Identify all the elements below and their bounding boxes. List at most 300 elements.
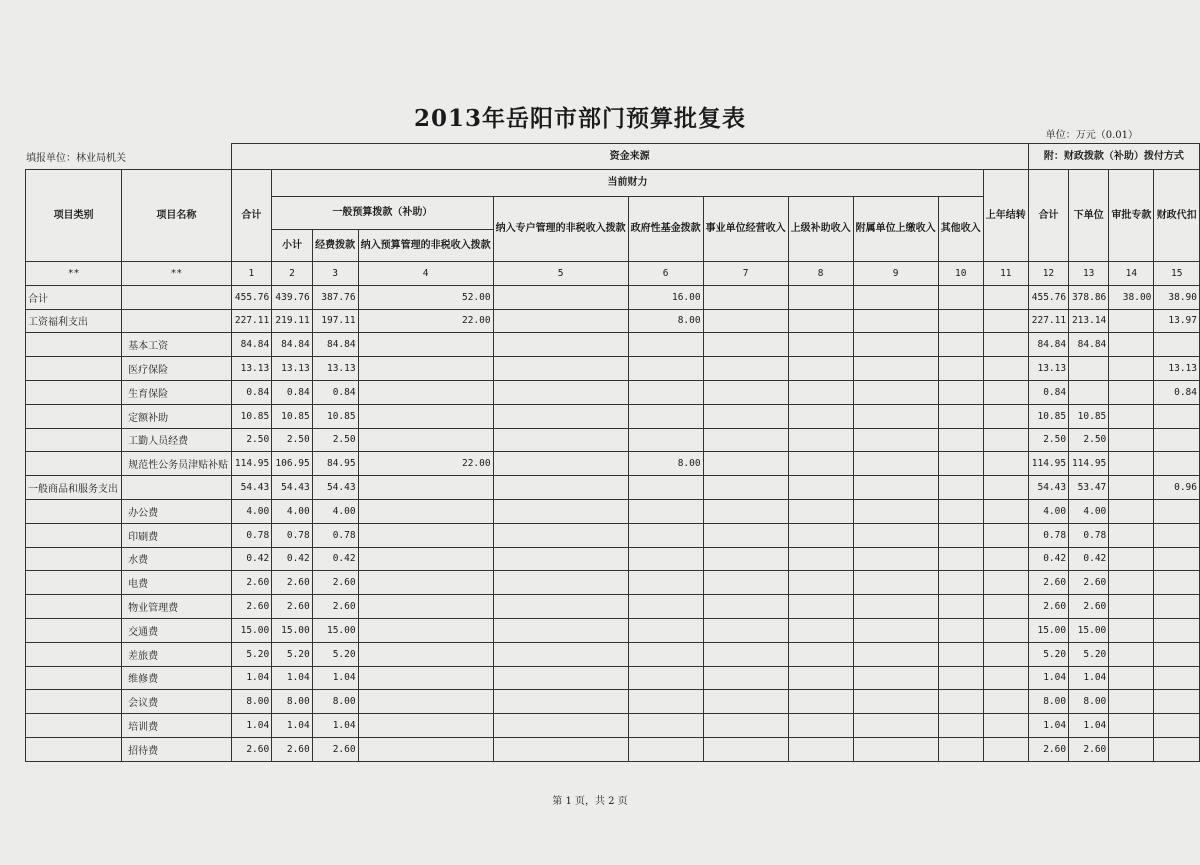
row-value: [493, 737, 628, 761]
header-fund-source: 资金来源: [231, 144, 1028, 170]
row-value: [983, 690, 1028, 714]
row-value: [703, 309, 788, 333]
row-item-name: [122, 285, 231, 309]
header-nontax: 纳入预算管理的非税收入拨款: [358, 230, 493, 262]
row-value: [358, 523, 493, 547]
row-value: [358, 404, 493, 428]
row-value: [983, 380, 1028, 404]
row-value: 13.13: [272, 357, 313, 381]
row-value: [938, 737, 983, 761]
row-value: 1.04: [312, 714, 358, 738]
row-value: [358, 380, 493, 404]
column-number: 14: [1109, 262, 1154, 286]
row-value: [358, 618, 493, 642]
header-total: 合计: [231, 170, 272, 262]
row-value: [703, 285, 788, 309]
row-value: [628, 380, 703, 404]
row-value: [983, 595, 1028, 619]
row-value: 2.60: [231, 571, 272, 595]
row-value: [628, 571, 703, 595]
row-value: [938, 404, 983, 428]
row-value: [983, 523, 1028, 547]
row-value: 1.04: [272, 666, 313, 690]
row-value: 2.60: [1028, 571, 1068, 595]
row-value: [628, 618, 703, 642]
row-value: [493, 571, 628, 595]
row-value: [788, 737, 853, 761]
row-value: [1109, 618, 1154, 642]
row-value: 4.00: [231, 499, 272, 523]
column-number: 15: [1154, 262, 1200, 286]
row-value: [1069, 357, 1109, 381]
row-item-name: 招待费: [122, 737, 231, 761]
row-value: 13.13: [1154, 357, 1200, 381]
header-current: 当前财力: [272, 170, 984, 197]
row-value: 455.76: [1028, 285, 1068, 309]
row-value: 114.95: [231, 452, 272, 476]
row-value: [853, 547, 938, 571]
header-upper: 上级补助收入: [788, 197, 853, 262]
row-value: 0.84: [1028, 380, 1068, 404]
row-value: 13.13: [231, 357, 272, 381]
row-value: [983, 428, 1028, 452]
row-value: 8.00: [1028, 690, 1068, 714]
row-value: 2.60: [272, 571, 313, 595]
row-value: [938, 428, 983, 452]
row-value: [938, 452, 983, 476]
column-number: **: [26, 262, 122, 286]
row-value: 1.04: [1069, 714, 1109, 738]
row-value: [788, 690, 853, 714]
row-value: 2.50: [1028, 428, 1068, 452]
header-att-deduct: 财政代扣: [1154, 170, 1200, 262]
column-number: 1: [231, 262, 272, 286]
row-item-name: 办公费: [122, 499, 231, 523]
row-value: [983, 714, 1028, 738]
row-value: [938, 571, 983, 595]
row-value: 1.04: [231, 666, 272, 690]
row-category: [26, 571, 122, 595]
column-number: 10: [938, 262, 983, 286]
table-row: [26, 285, 1200, 309]
table-row: [26, 404, 1200, 428]
row-value: 84.84: [312, 333, 358, 357]
row-value: 227.11: [1028, 309, 1068, 333]
row-value: [853, 666, 938, 690]
row-value: 2.60: [1028, 595, 1068, 619]
header-special: 纳入专户管理的非税收入拨款: [493, 197, 628, 262]
filler-label: 填报单位：林业局机关: [26, 153, 126, 164]
row-value: 0.42: [231, 547, 272, 571]
header-affiliated: 附属单位上缴收入: [853, 197, 938, 262]
row-value: [938, 547, 983, 571]
row-value: 2.60: [231, 595, 272, 619]
row-value: 5.20: [1028, 642, 1068, 666]
row-value: [1109, 523, 1154, 547]
row-value: [788, 285, 853, 309]
table-row: [26, 737, 1200, 761]
row-value: [628, 357, 703, 381]
row-value: [493, 380, 628, 404]
row-value: 54.43: [312, 476, 358, 500]
row-value: [853, 452, 938, 476]
row-value: [853, 618, 938, 642]
row-value: [1069, 380, 1109, 404]
page-title: 2013年岳阳市部门预算批复表: [413, 105, 746, 132]
table-row: [26, 428, 1200, 452]
row-value: [853, 380, 938, 404]
row-value: [983, 618, 1028, 642]
row-value: 53.47: [1069, 476, 1109, 500]
row-value: 0.84: [1154, 380, 1200, 404]
row-value: 5.20: [312, 642, 358, 666]
row-value: [1109, 428, 1154, 452]
table-row: [26, 380, 1200, 404]
table-row: [26, 357, 1200, 381]
row-value: 15.00: [1028, 618, 1068, 642]
row-value: 5.20: [272, 642, 313, 666]
row-value: [788, 523, 853, 547]
header-biz-income: 事业单位经营收入: [703, 197, 788, 262]
row-value: [493, 333, 628, 357]
row-value: 84.84: [272, 333, 313, 357]
row-value: [983, 309, 1028, 333]
row-value: [1109, 452, 1154, 476]
row-value: [358, 428, 493, 452]
row-value: [788, 333, 853, 357]
row-item-name: 会议费: [122, 690, 231, 714]
row-value: [493, 618, 628, 642]
row-value: 197.11: [312, 309, 358, 333]
row-value: [853, 642, 938, 666]
row-category: [26, 452, 122, 476]
row-value: 2.60: [312, 571, 358, 595]
row-value: [1154, 428, 1200, 452]
header-attached: 附：财政拨款（补助）拨付方式: [1028, 144, 1199, 170]
row-value: 0.42: [1028, 547, 1068, 571]
row-value: [853, 499, 938, 523]
row-value: 52.00: [358, 285, 493, 309]
row-value: 2.50: [1069, 428, 1109, 452]
row-value: [853, 476, 938, 500]
row-value: [493, 690, 628, 714]
row-value: [358, 571, 493, 595]
row-value: 0.96: [1154, 476, 1200, 500]
row-value: 8.00: [312, 690, 358, 714]
row-value: [358, 476, 493, 500]
row-value: [938, 380, 983, 404]
row-value: [1109, 642, 1154, 666]
row-item-name: 规范性公务员津贴补贴: [122, 452, 231, 476]
row-item-name: 工勤人员经费: [122, 428, 231, 452]
row-category: [26, 737, 122, 761]
header-name: 项目名称: [122, 170, 231, 262]
row-value: [983, 642, 1028, 666]
row-item-name: 差旅费: [122, 642, 231, 666]
row-value: 2.60: [272, 595, 313, 619]
row-value: [703, 595, 788, 619]
column-number: 6: [628, 262, 703, 286]
header-category: 项目类别: [26, 170, 122, 262]
row-value: [938, 618, 983, 642]
header-gov-fund: 政府性基金拨款: [628, 197, 703, 262]
row-value: [1154, 333, 1200, 357]
row-value: 2.60: [312, 737, 358, 761]
row-value: 22.00: [358, 452, 493, 476]
row-category: [26, 428, 122, 452]
row-value: 213.14: [1069, 309, 1109, 333]
table-row: [26, 523, 1200, 547]
column-number: 4: [358, 262, 493, 286]
row-value: [853, 428, 938, 452]
row-value: [703, 380, 788, 404]
row-value: [493, 714, 628, 738]
row-value: [853, 285, 938, 309]
row-value: [1109, 714, 1154, 738]
row-value: [628, 499, 703, 523]
row-category: [26, 499, 122, 523]
row-value: 1.04: [1028, 666, 1068, 690]
row-value: 1.04: [1069, 666, 1109, 690]
row-value: [628, 690, 703, 714]
row-value: [358, 737, 493, 761]
row-value: 4.00: [1069, 499, 1109, 523]
row-value: [358, 499, 493, 523]
row-value: [1109, 333, 1154, 357]
row-value: [938, 285, 983, 309]
row-value: 1.04: [231, 714, 272, 738]
table-row: [26, 690, 1200, 714]
row-value: 15.00: [231, 618, 272, 642]
row-value: 54.43: [1028, 476, 1068, 500]
row-category: [26, 595, 122, 619]
row-item-name: 培训费: [122, 714, 231, 738]
row-value: [1154, 452, 1200, 476]
row-item-name: [122, 476, 231, 500]
row-value: 0.84: [312, 380, 358, 404]
row-value: 0.42: [1069, 547, 1109, 571]
row-value: [853, 571, 938, 595]
row-value: 5.20: [1069, 642, 1109, 666]
row-value: [938, 714, 983, 738]
row-value: [853, 309, 938, 333]
row-value: [983, 357, 1028, 381]
row-value: [703, 642, 788, 666]
header-other: 其他收入: [938, 197, 983, 262]
row-value: [703, 333, 788, 357]
row-value: 10.85: [272, 404, 313, 428]
table-row: [26, 642, 1200, 666]
row-value: 2.50: [272, 428, 313, 452]
row-value: [1154, 737, 1200, 761]
table-row: [26, 499, 1200, 523]
row-value: 2.60: [231, 737, 272, 761]
row-value: 10.85: [312, 404, 358, 428]
row-value: 219.11: [272, 309, 313, 333]
row-value: 0.84: [272, 380, 313, 404]
row-item-name: 交通费: [122, 618, 231, 642]
row-item-name: 基本工资: [122, 333, 231, 357]
row-value: 0.42: [272, 547, 313, 571]
row-value: 4.00: [1028, 499, 1068, 523]
header-carryover: 上年结转: [983, 170, 1028, 262]
row-category: 工资福利支出: [26, 309, 122, 333]
row-value: [358, 595, 493, 619]
row-value: 8.00: [231, 690, 272, 714]
row-value: [853, 737, 938, 761]
row-value: [788, 642, 853, 666]
row-value: 227.11: [231, 309, 272, 333]
row-value: [703, 499, 788, 523]
row-value: 0.78: [1069, 523, 1109, 547]
row-value: [628, 404, 703, 428]
row-value: [628, 714, 703, 738]
row-value: 10.85: [1028, 404, 1068, 428]
row-value: [1154, 404, 1200, 428]
row-value: 8.00: [1069, 690, 1109, 714]
row-value: [628, 666, 703, 690]
row-value: [788, 571, 853, 595]
row-value: 2.60: [1069, 595, 1109, 619]
column-number: 8: [788, 262, 853, 286]
row-value: [938, 690, 983, 714]
column-number: 9: [853, 262, 938, 286]
row-value: [493, 404, 628, 428]
row-value: [788, 714, 853, 738]
header-att-total: 合计: [1028, 170, 1068, 262]
row-value: 378.86: [1069, 285, 1109, 309]
row-value: [358, 690, 493, 714]
row-value: 2.60: [1069, 571, 1109, 595]
row-value: [788, 618, 853, 642]
row-value: [938, 499, 983, 523]
row-value: [493, 285, 628, 309]
row-value: [938, 666, 983, 690]
header-general: 一般预算拨款（补助）: [272, 197, 493, 230]
row-value: 15.00: [312, 618, 358, 642]
row-value: [983, 571, 1028, 595]
row-value: [358, 357, 493, 381]
table-row: [26, 547, 1200, 571]
row-value: [853, 690, 938, 714]
column-number: 13: [1069, 262, 1109, 286]
row-item-name: 物业管理费: [122, 595, 231, 619]
row-value: [1154, 690, 1200, 714]
table-row: [26, 452, 1200, 476]
table-row: [26, 333, 1200, 357]
row-value: [938, 357, 983, 381]
row-value: [853, 523, 938, 547]
row-value: 0.84: [231, 380, 272, 404]
row-value: [1154, 714, 1200, 738]
row-value: [983, 452, 1028, 476]
row-value: [703, 523, 788, 547]
row-value: 1.04: [312, 666, 358, 690]
row-value: 4.00: [272, 499, 313, 523]
row-value: [628, 428, 703, 452]
row-value: 13.13: [1028, 357, 1068, 381]
table-row: [26, 309, 1200, 333]
column-number-row: [26, 262, 1200, 286]
row-value: [703, 404, 788, 428]
row-value: [703, 618, 788, 642]
header-sub-total: 小计: [272, 230, 313, 262]
row-value: [703, 737, 788, 761]
row-value: [1154, 499, 1200, 523]
row-value: 0.42: [312, 547, 358, 571]
row-value: [358, 642, 493, 666]
row-value: [493, 547, 628, 571]
row-value: [1109, 737, 1154, 761]
row-value: [938, 476, 983, 500]
row-value: 13.97: [1154, 309, 1200, 333]
row-value: [1154, 571, 1200, 595]
row-value: [1109, 547, 1154, 571]
row-value: [1154, 642, 1200, 666]
row-value: [938, 642, 983, 666]
row-item-name: 电费: [122, 571, 231, 595]
row-value: 38.90: [1154, 285, 1200, 309]
row-category: [26, 618, 122, 642]
row-value: 84.84: [231, 333, 272, 357]
row-value: [1109, 404, 1154, 428]
row-value: [1154, 595, 1200, 619]
table-row: [26, 595, 1200, 619]
row-value: [1109, 571, 1154, 595]
row-value: [703, 547, 788, 571]
row-value: 15.00: [1069, 618, 1109, 642]
row-value: [983, 285, 1028, 309]
row-value: [853, 333, 938, 357]
row-value: 84.95: [312, 452, 358, 476]
row-value: [703, 690, 788, 714]
row-value: [1109, 499, 1154, 523]
row-value: [493, 499, 628, 523]
row-category: [26, 357, 122, 381]
row-value: [358, 333, 493, 357]
header-att-sub: 下单位: [1069, 170, 1109, 262]
row-category: 一般商品和服务支出: [26, 476, 122, 500]
row-category: 合计: [26, 285, 122, 309]
row-value: [703, 571, 788, 595]
row-value: [983, 666, 1028, 690]
row-value: 84.84: [1028, 333, 1068, 357]
row-value: [703, 428, 788, 452]
row-category: [26, 404, 122, 428]
row-value: [628, 333, 703, 357]
row-value: [938, 309, 983, 333]
row-value: [628, 523, 703, 547]
row-value: [788, 547, 853, 571]
row-value: [983, 737, 1028, 761]
row-value: 2.60: [1028, 737, 1068, 761]
row-value: [493, 309, 628, 333]
row-value: [1109, 690, 1154, 714]
row-value: [628, 642, 703, 666]
table-row: [26, 714, 1200, 738]
row-value: [788, 452, 853, 476]
row-value: 54.43: [272, 476, 313, 500]
row-value: [788, 595, 853, 619]
row-value: 10.85: [231, 404, 272, 428]
row-value: 15.00: [272, 618, 313, 642]
row-value: 114.95: [1028, 452, 1068, 476]
row-item-name: 水费: [122, 547, 231, 571]
header-expense: 经费拨款: [312, 230, 358, 262]
row-value: [1154, 618, 1200, 642]
row-value: 0.78: [1028, 523, 1068, 547]
row-value: 439.76: [272, 285, 313, 309]
